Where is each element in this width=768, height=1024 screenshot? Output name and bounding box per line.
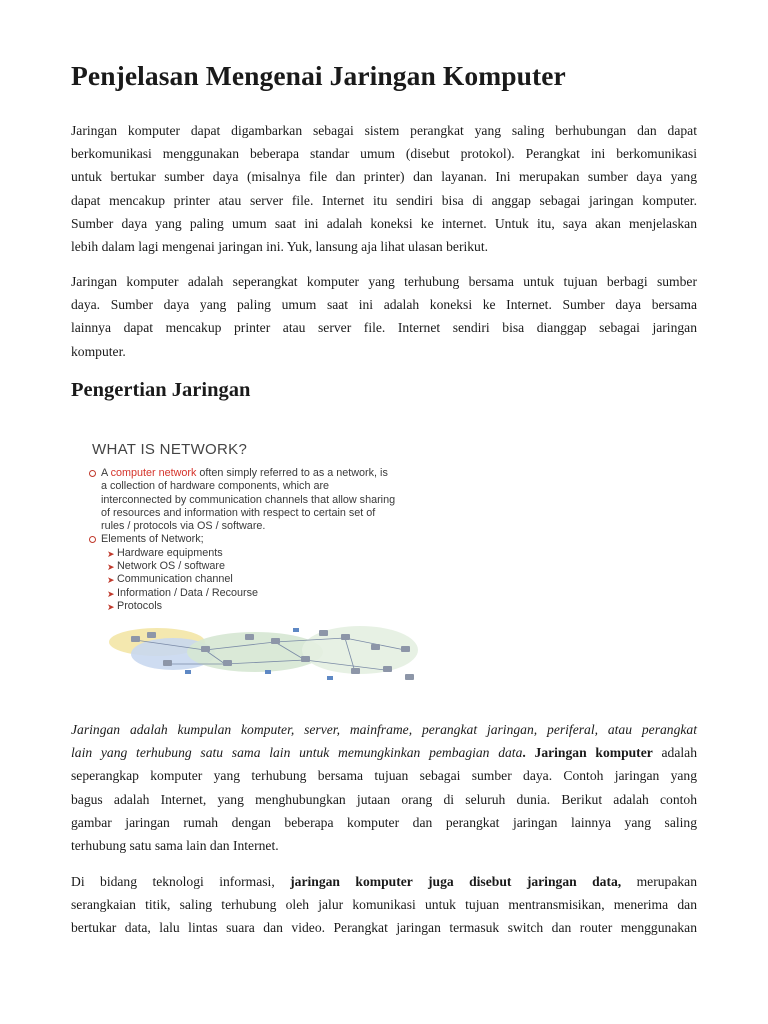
paragraph-line: Jaringan adalah kumpulan komputer, server, mainframe, perangkat jaringan, periferal, atau perangkat — [71, 722, 697, 737]
paragraph-line: Jaringan komputer adalah seperangkat komputer yang terhubung bersama untuk tujuan berbagi sumber — [71, 274, 697, 289]
paragraph-line: bagus adalah Internet, yang menghubungkan jutaan orang di seluruh dunia. Berikut adalah contoh — [71, 791, 697, 807]
highlight-term: computer network — [110, 467, 197, 479]
paragraph-line: dapat mencakup printer atau server file. Internet itu sendiri bisa di anggap sebagai jaringan komputer. — [71, 192, 697, 208]
bold-term: jaringan komputer juga disebut jaringan data, — [290, 874, 622, 889]
arrow-bullet-icon: ➤ — [107, 562, 115, 573]
network-figure — [85, 430, 427, 690]
ring-bullet-icon — [89, 470, 96, 477]
figure-text — [85, 467, 425, 613]
paragraph-line: Di bidang teknologi informasi, jaringan komputer juga disebut jaringan data, merupakan — [71, 874, 698, 889]
arrow-bullet-icon: ➤ — [107, 575, 115, 586]
bold-term: Jaringan komputer — [534, 745, 653, 761]
figure-subitem: ➤ Protocols — [85, 600, 425, 613]
figure-line: of resources and information with respect to certain set of — [101, 506, 376, 519]
paragraph-line: lain yang terhubung satu sama lain untuk memungkinkan pembagian data. Jaringan komputer adalah — [71, 745, 697, 761]
arrow-bullet-icon: ➤ — [107, 601, 115, 612]
paragraph-line: bertukar data, lalu lintas suara dan video. Perangkat jaringan termasuk switch dan router menggunakan — [71, 920, 697, 936]
figure-line: interconnected by communication channels that allow sharing — [101, 493, 396, 506]
paragraph-line: serangkaian titik, saling terhubung oleh jalur komunikasi untuk tujuan mentransmisikan, menerima dan — [71, 897, 697, 913]
paragraph-line: Jaringan komputer dapat digambarkan sebagai sistem perangkat yang saling berhubungan dan dapat — [71, 123, 697, 138]
paragraph-data-network — [71, 870, 697, 940]
paragraph-line: berkomunikasi menggunakan beberapa standar umum (disebut protokol). Perangkat ini berkomunikasi — [71, 146, 697, 162]
section-heading: Pengertian Jaringan — [71, 379, 251, 401]
paragraph-line: gambar jaringan rumah dengan beberapa komputer dan perangkat jaringan lainnya yang saling — [71, 814, 697, 830]
network-diagram-illustration — [105, 620, 425, 686]
paragraph-definition — [71, 270, 697, 363]
paragraph-line: untuk bertukar sumber daya (misalnya file dan printer) dan layanan. Ini merupakan sumber daya yang — [71, 169, 697, 185]
ring-bullet-icon — [89, 536, 96, 543]
figure-subitem: ➤ Hardware equipments — [85, 547, 425, 560]
figure-subitem: ➤ Network OS / software — [85, 560, 425, 573]
figure-subitem: ➤ Communication channel — [85, 573, 425, 586]
document-title: Penjelasan Mengenai Jaringan Komputer — [71, 60, 566, 91]
figure-line: rules / protocols via OS / software. — [101, 520, 266, 533]
figure-title: WHAT IS NETWORK? — [92, 441, 248, 458]
figure-bullet: Elements of Network; — [85, 533, 425, 546]
arrow-bullet-icon: ➤ — [107, 588, 115, 599]
paragraph-line: lainnya dapat mencakup printer atau server file. Internet sendiri bisa dianggap sebagai jaringan — [71, 320, 697, 336]
paragraph-line: seperangkap komputer yang terhubung bersama tujuan sebagai sumber daya. Contoh jaringan yang — [71, 768, 697, 784]
arrow-bullet-icon: ➤ — [107, 548, 115, 559]
figure-bullet: A computer network often simply referred to as a network, is — [85, 467, 425, 480]
paragraph-line: komputer. — [71, 343, 126, 359]
paragraph-line: lebih dalam lagi mengenai jaringan ini. Yuk, lansung aja lihat ulasan berikut. — [71, 238, 489, 254]
paragraph-line: terhubung satu sama lain dan Internet. — [71, 837, 279, 853]
paragraph-line: daya. Sumber daya yang paling umum saat ini adalah koneksi ke Internet. Sumber daya bersama — [71, 297, 697, 313]
paragraph-network-definition — [71, 718, 697, 857]
figure-line: a collection of hardware components, which are — [101, 480, 330, 493]
paragraph-line: Sumber daya yang paling umum saat ini adalah koneksi ke internet. Untuk itu, saya akan menjelaskan — [71, 215, 697, 231]
paragraph-intro — [71, 119, 697, 258]
figure-subitem: ➤ Information / Data / Recourse — [85, 587, 425, 600]
